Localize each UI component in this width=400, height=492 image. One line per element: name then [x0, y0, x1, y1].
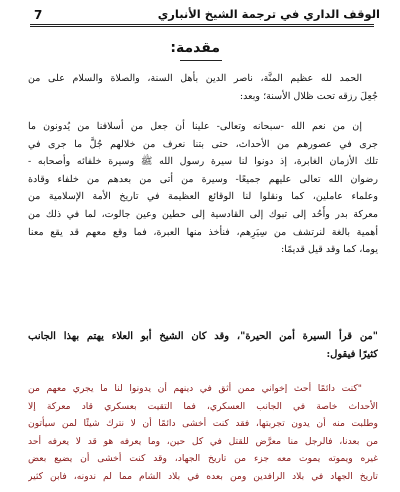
paragraph-line: رضوان الله تعالى عليهم جميعًا- وسيرة من أتى من بعدهم من خلفاء وقادة	[28, 173, 378, 185]
paragraph-line: جُعِلَ رزقه تحت ظلال الأسنة؛ وبعد:	[239, 90, 378, 102]
quote-line: الأحداث خاصة في الجانب العسكري، فما التقيت بعسكري قاد معركة إلا	[28, 400, 378, 412]
page-number: 7	[34, 8, 43, 22]
quotation-block	[28, 380, 378, 486]
paragraph-line: وعلماء عاملين، كما ونقلوا لنا الوقائع العظيمة في تاريخ الأمة الإسلامية من	[28, 191, 378, 203]
paragraph-line: معركة بدر وأُحُد إلى تبوك إلى القادسية إلى حطين وعين جالوت، لما في ذلك من	[28, 208, 378, 220]
quote-line: تاريخ الجهاد في بلاد الرافدين ومن بعده في بلاد الشام مما لم ندونه، فابن كثير	[28, 470, 378, 482]
opening-paragraph	[28, 70, 378, 105]
main-paragraph	[28, 118, 378, 259]
paragraph-line: جرى في عصورهم من الأحداث، حتى بتنا نعرف من خلالهم جُلَّ ما جرى في	[28, 138, 378, 150]
section-heading: مقدمة:	[170, 40, 220, 56]
running-title: الوقف الداري في ترجمة الشيخ الأنباري	[157, 7, 380, 21]
paragraph-line: الحمد لله عظيم المنَّة، ناصر الدين بأهل السنة، والصلاة والسلام على من	[28, 73, 362, 84]
paragraph-line: "من قرأ السيرة أمن الحيرة"، وقد كان الشيخ أبو العلاء يهتم بهذا الجانب	[28, 331, 378, 342]
paragraph-line: تلك الأزمان الغابرة، إذ دونوا لنا سيرة رسول الله ﷺ وسيرة خلفائه وأصحابه -	[28, 156, 378, 168]
paragraph-line: كثيرًا فيقول:	[326, 348, 378, 360]
header-divider	[30, 24, 374, 27]
quote-line: من بعدنا، فالرجل منا معرَّض للقتل في كل حين، وما يعرفه هو قد لا يعرفه أحد	[28, 435, 378, 447]
section-heading-underline	[180, 60, 222, 61]
paragraph-line: أهمية بالغة لنرتشف من سِيَرِهم، فنأخذ منها العبرة، فما وقع معهم قد يقع معنا	[28, 226, 378, 238]
lead-in-paragraph	[28, 328, 378, 363]
quote-line: وطلبت منه أن يدون تجربتها، فقد كنت أخشى دائمًا أن لا نترك شيئًا لمن سيأتون	[28, 418, 378, 430]
quote-line: غيره ويموته يموت معه جزء من تاريخ الجهاد، وقد كنت أخشى أن يضيع بعض	[28, 453, 378, 465]
running-header	[20, 6, 380, 26]
paragraph-line: يوما، كما وقد قيل قديمًا:	[280, 244, 378, 256]
quote-line: "كنت دائمًا أحث إخواني ممن أثق في دينهم أن يدونوا لنا ما يجري معهم من	[28, 383, 362, 394]
paragraph-line: إن من نعم الله -سبحانه وتعالى- علينا أن جعل من أسلافنا من يُدونون ما	[28, 121, 362, 132]
